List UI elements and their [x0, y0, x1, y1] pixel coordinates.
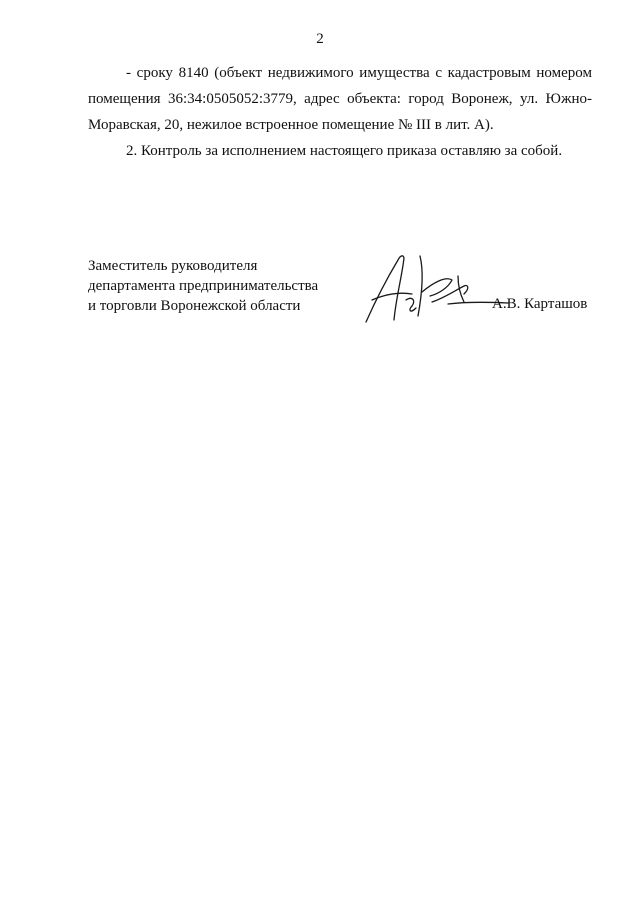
paragraph-object-item: - сроку 8140 (объект недвижимого имущества с кадастровым номером помещения 36:34:0505052:3779, адрес объекта: город Воронеж, ул. Южно-Моравская, 20, нежилое встроенное помещение № III в лит. А). — [88, 65, 592, 133]
signer-name: А.В. Карташов — [492, 296, 588, 312]
handwritten-signature — [360, 242, 510, 332]
order-body — [88, 60, 592, 164]
signer-position-line-3: и торговли Воронежской области — [88, 298, 301, 314]
paragraph-control-clause: 2. Контроль за исполнением настоящего приказа оставляю за собой. — [126, 143, 563, 159]
signer-position-line-2: департамента предпринимательства — [88, 278, 319, 294]
page-number: 2 — [316, 31, 324, 47]
signer-position — [88, 256, 348, 316]
signer-position-line-1: Заместитель руководителя — [88, 258, 258, 274]
signature-block — [88, 256, 598, 336]
